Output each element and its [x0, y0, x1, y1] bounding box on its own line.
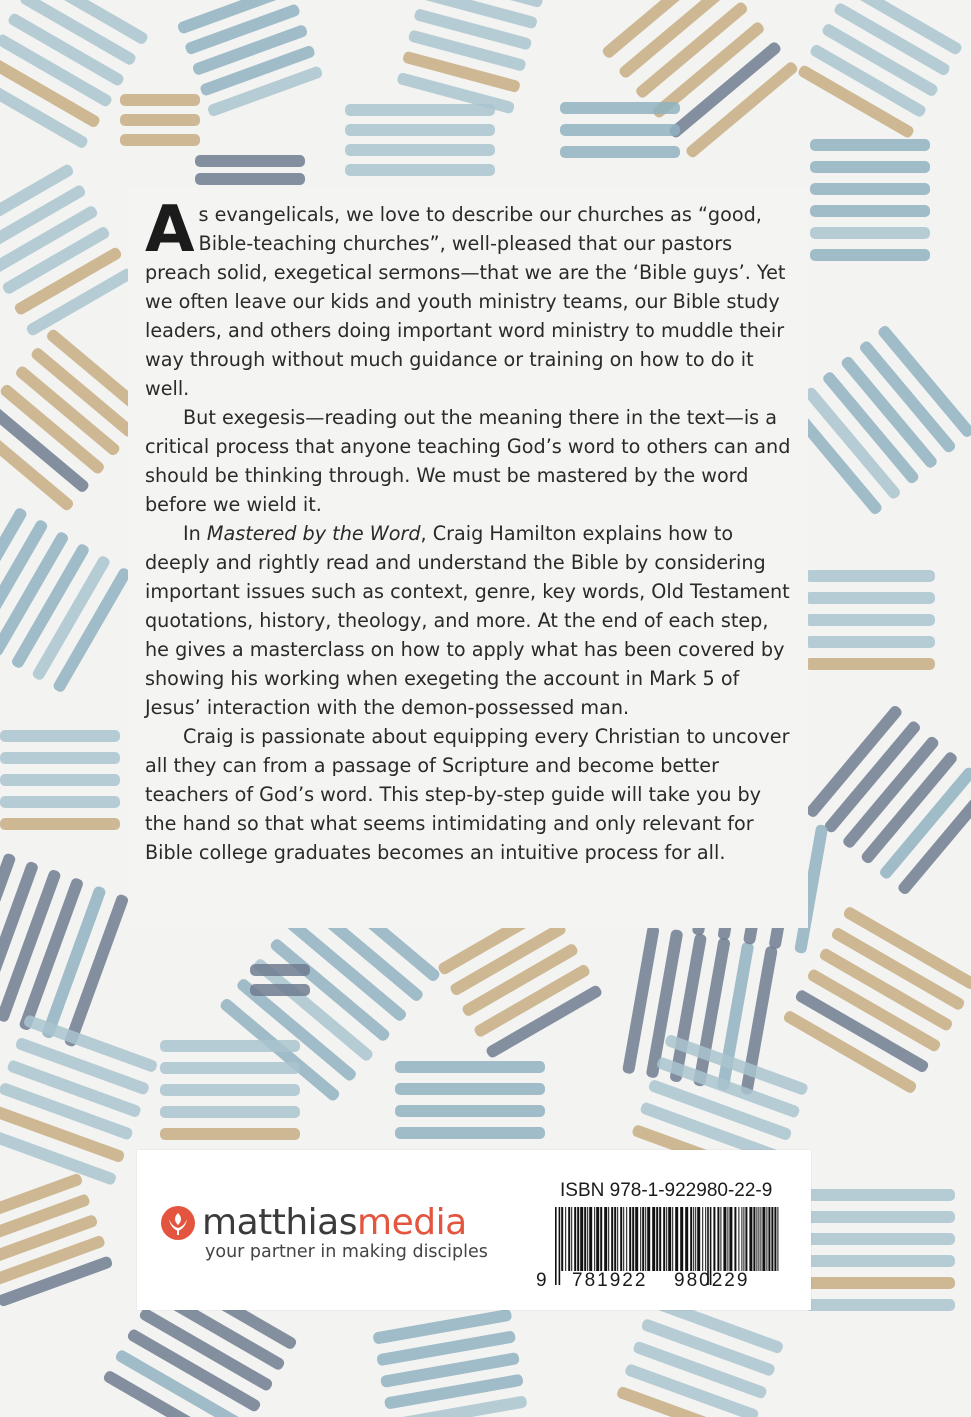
- stripe: [395, 1061, 545, 1073]
- stripe: [805, 1277, 955, 1289]
- stripe-group: [0, 0, 149, 150]
- barcode-bar: [561, 1207, 563, 1271]
- drop-cap: A: [145, 193, 195, 267]
- barcode-bar: [629, 1207, 631, 1271]
- barcode-bar: [600, 1207, 602, 1271]
- stripe: [810, 205, 930, 217]
- publisher-tagline: your partner in making disciples: [205, 1242, 488, 1262]
- stripe: [395, 1105, 545, 1117]
- barcode-bar: [580, 1207, 583, 1271]
- barcode-bar: [611, 1207, 613, 1271]
- stripe-group: [804, 704, 971, 896]
- publisher-name: [202, 1203, 467, 1243]
- barcode-bar: [729, 1207, 732, 1271]
- stripe: [805, 636, 935, 648]
- barcode-bar: [668, 1207, 671, 1271]
- stripe: [345, 124, 495, 136]
- stripe: [395, 1127, 545, 1139]
- blurb-p3-pre: In: [183, 522, 207, 545]
- stripe: [395, 1083, 545, 1095]
- stripe-group: [784, 324, 971, 516]
- barcode-bar: [647, 1207, 650, 1271]
- barcode-bar: [756, 1207, 757, 1271]
- matthias-media-leaf-logo-icon: [160, 1205, 196, 1241]
- barcode-bar: [766, 1207, 767, 1271]
- blurb-paragraph-2: But exegesis—reading out the meaning there in the text—is a critical process that anyone teaching God’s word to others can and should be thinking through. We must be mastered by the word before we wield it.: [145, 406, 791, 516]
- barcode-bar: [749, 1207, 752, 1271]
- barcode-bar: [666, 1207, 667, 1271]
- barcode-bar: [645, 1207, 646, 1271]
- stripe-group: [782, 905, 971, 1094]
- barcode-bar: [717, 1207, 719, 1271]
- barcode-bar: [574, 1207, 576, 1271]
- barcode-bar: [589, 1207, 592, 1271]
- stripe: [250, 964, 310, 976]
- barcode-bar: [642, 1207, 644, 1271]
- publisher-name-part2: media: [357, 1202, 467, 1243]
- barcode-bar: [727, 1207, 728, 1271]
- stripe-group: [797, 0, 964, 139]
- blurb-paragraph-3: [145, 519, 795, 722]
- stripe: [345, 164, 495, 176]
- barcode-digits-left: 781922: [572, 1270, 648, 1291]
- stripe-group: [0, 506, 132, 693]
- barcode-bar: [723, 1207, 726, 1271]
- barcode-bar: [663, 1207, 665, 1271]
- stripe-group: [0, 852, 129, 1047]
- barcode-bar: [584, 1207, 586, 1271]
- stripe-group: [805, 570, 935, 670]
- barcode-bar: [758, 1207, 759, 1271]
- barcode-bar: [620, 1207, 622, 1271]
- publisher-name-part1: matthias: [202, 1202, 357, 1243]
- barcode-bar: [587, 1207, 588, 1271]
- barcode-digit-first: 9: [536, 1270, 547, 1291]
- barcode-bar: [777, 1207, 778, 1271]
- barcode-bar: [697, 1207, 700, 1271]
- stripe: [0, 752, 120, 764]
- barcode-bar: [713, 1207, 715, 1271]
- barcode-bar: [741, 1207, 742, 1271]
- stripe: [805, 614, 935, 626]
- stripe: [805, 1211, 955, 1223]
- stripe: [810, 249, 930, 261]
- stripe: [195, 155, 305, 167]
- stripe: [810, 227, 930, 239]
- barcode-bar: [594, 1207, 595, 1271]
- stripe: [805, 1189, 955, 1201]
- stripe: [805, 592, 935, 604]
- stripe: [560, 102, 680, 114]
- barcode-bar: [614, 1207, 616, 1271]
- barcode-bar: [608, 1207, 609, 1271]
- blurb-paragraph-1-text: s evangelicals, we love to describe our churches as “good, Bible-teaching churches”, well-pleased that our pastors preach solid, exegetical sermons—that we are the ‘Bible guys’. Yet we often leave our kids and youth ministry teams, our Bible study leaders, and others doing important word ministry to muddle their way through without much guidance or training on how to do it well.: [145, 203, 786, 400]
- stripe: [160, 1106, 300, 1118]
- barcode-bar: [577, 1207, 579, 1271]
- stripe: [810, 183, 930, 195]
- barcode-bar: [626, 1207, 627, 1271]
- barcode-bar: [738, 1207, 739, 1271]
- stripe-group: [0, 1172, 113, 1307]
- barcode-bar: [632, 1207, 634, 1271]
- barcode-digits-right: 980229: [674, 1270, 750, 1291]
- barcode-bar: [623, 1207, 624, 1271]
- stripe-group: [0, 1014, 158, 1186]
- stripe: [250, 984, 310, 996]
- stripe-group: [195, 155, 305, 185]
- barcode-bar: [604, 1207, 607, 1271]
- isbn-label: ISBN 978-1-922980-22-9: [560, 1180, 773, 1201]
- barcode-bar: [690, 1207, 692, 1271]
- stripe-group: [345, 104, 495, 176]
- barcode-bar: [702, 1207, 703, 1271]
- stripe: [120, 114, 200, 126]
- stripe-group: [120, 94, 200, 146]
- barcode-bar: [635, 1207, 638, 1271]
- barcode-bar: [640, 1207, 641, 1271]
- barcode-bar: [771, 1207, 773, 1271]
- stripe: [560, 124, 680, 136]
- blurb-paragraph-1: [145, 193, 795, 403]
- barcode-bar: [695, 1207, 696, 1271]
- stripe: [810, 139, 930, 151]
- stripe: [345, 104, 495, 116]
- stripe: [805, 1233, 955, 1245]
- stripe: [0, 730, 120, 742]
- stripe-group: [395, 1061, 545, 1139]
- barcode-bar: [685, 1207, 688, 1271]
- barcode-bar: [617, 1207, 618, 1271]
- barcode-bar: [672, 1207, 673, 1271]
- barcode-bar: [596, 1207, 599, 1271]
- stripe: [805, 1299, 955, 1311]
- stripe: [120, 94, 200, 106]
- book-title: Mastered by the Word: [206, 522, 421, 545]
- barcode-bar: [774, 1207, 776, 1271]
- stripe-group: [0, 730, 120, 830]
- barcode-bar: [652, 1207, 655, 1271]
- barcode-bar: [675, 1207, 678, 1271]
- stripe: [0, 796, 120, 808]
- stripe: [810, 161, 930, 173]
- stripe: [120, 134, 200, 146]
- barcode-bar: [680, 1207, 683, 1271]
- stripe-group: [805, 1189, 955, 1311]
- publisher-logo: [160, 1198, 467, 1248]
- barcode-bar: [568, 1207, 570, 1271]
- stripe: [160, 1128, 300, 1140]
- stripe-group: [0, 163, 135, 337]
- stripe-group: [372, 1309, 527, 1417]
- blurb-p3-post: , Craig Hamilton explains how to deeply and rightly read and understand the Bible by considering important issues such as context, genre, key words, Old Testament quotations, history, theology, and more. At the end of each step, he gives a masterclass on how to apply what has been covered by showing his working when exegeting the account in Mark 5 of Jesus’ interaction with the demon-possessed man.: [145, 522, 790, 719]
- stripe: [560, 146, 680, 158]
- stripe: [195, 173, 305, 185]
- barcode-bar: [555, 1207, 557, 1285]
- barcode-bar: [720, 1207, 721, 1271]
- barcode-bar: [743, 1207, 744, 1271]
- barcode-bar: [659, 1207, 661, 1271]
- stripe-group: [560, 102, 680, 158]
- barcode-bar: [762, 1207, 765, 1271]
- stripe: [805, 1255, 955, 1267]
- barcode-bar: [768, 1207, 770, 1271]
- stripe: [0, 818, 120, 830]
- back-cover-blurb: [145, 193, 795, 867]
- barcode-bar: [565, 1207, 566, 1271]
- stripe-group: [396, 0, 543, 114]
- barcode-bar: [705, 1207, 706, 1271]
- barcode-bar: [760, 1207, 761, 1271]
- barcode-bar: [753, 1207, 755, 1271]
- barcode-bar: [734, 1207, 736, 1271]
- barcode-bar: [745, 1207, 747, 1271]
- stripe: [805, 658, 935, 670]
- stripe-group: [616, 1295, 784, 1417]
- stripe: [805, 570, 935, 582]
- stripe: [160, 1040, 300, 1052]
- stripe-group: [810, 139, 930, 261]
- stripe: [0, 774, 120, 786]
- blurb-paragraph-4: Craig is passionate about equipping every Christian to uncover all they can from a passage of Scripture and become better teachers of God’s word. This step-by-step guide will take you by the hand so that what seems intimidating and only relevant for Bible college graduates becomes an intuitive process for all.: [145, 725, 790, 864]
- stripe: [345, 144, 495, 156]
- stripe: [160, 1084, 300, 1096]
- barcode-bar: [559, 1207, 561, 1285]
- barcode-bar: [693, 1207, 694, 1271]
- stripe: [160, 1062, 300, 1074]
- barcode-bar: [656, 1207, 658, 1271]
- barcode-bar: [571, 1207, 572, 1271]
